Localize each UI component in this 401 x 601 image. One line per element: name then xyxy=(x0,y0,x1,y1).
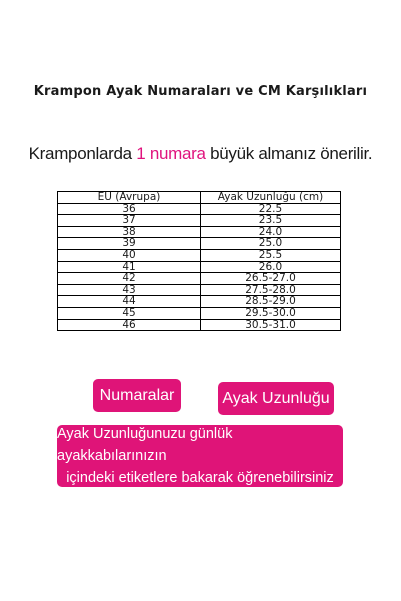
foot-length-cell: 25.0 xyxy=(201,238,341,250)
table-row xyxy=(58,296,341,308)
table-row xyxy=(58,307,341,319)
eu-size-cell: 39 xyxy=(58,238,201,250)
eu-size-cell: 38 xyxy=(58,226,201,238)
info-line-1: Ayak Uzunluğunuzu günlük ayakkabılarınızın xyxy=(57,426,233,464)
foot-length-label: Ayak Uzunluğu xyxy=(218,382,334,415)
foot-length-cell: 25.5 xyxy=(201,249,341,261)
table-row xyxy=(58,203,341,215)
foot-length-cell: 22.5 xyxy=(201,203,341,215)
table-row xyxy=(58,273,341,285)
info-box xyxy=(57,425,343,487)
foot-length-cell: 30.5-31.0 xyxy=(201,319,341,331)
recommendation-highlight: 1 numara xyxy=(136,144,206,163)
column-header-eu: EU (Avrupa) xyxy=(58,192,201,204)
eu-size-cell: 44 xyxy=(58,296,201,308)
eu-size-cell: 43 xyxy=(58,284,201,296)
recommendation-text-before: Kramponlarda xyxy=(28,144,137,163)
column-header-foot-length: Ayak Uzunluğu (cm) xyxy=(201,192,341,204)
eu-size-cell: 42 xyxy=(58,273,201,285)
eu-size-cell: 36 xyxy=(58,203,201,215)
foot-length-cell: 26.5-27.0 xyxy=(201,273,341,285)
table-row xyxy=(58,319,341,331)
size-chart-body xyxy=(58,203,341,331)
numbers-label: Numaralar xyxy=(93,379,181,412)
table-row xyxy=(58,215,341,227)
info-line-2: içindeki etiketlere bakarak öğrenebilirsiniz xyxy=(66,470,334,486)
foot-length-cell: 27.5-28.0 xyxy=(201,284,341,296)
size-chart-table xyxy=(57,191,341,331)
eu-size-cell: 40 xyxy=(58,249,201,261)
table-row xyxy=(58,226,341,238)
table-row xyxy=(58,238,341,250)
eu-size-cell: 45 xyxy=(58,307,201,319)
foot-length-cell: 28.5-29.0 xyxy=(201,296,341,308)
table-row xyxy=(58,249,341,261)
foot-length-cell: 29.5-30.0 xyxy=(201,307,341,319)
foot-length-cell: 26.0 xyxy=(201,261,341,273)
foot-length-cell: 23.5 xyxy=(201,215,341,227)
eu-size-cell: 41 xyxy=(58,261,201,273)
table-row xyxy=(58,261,341,273)
table-header-row xyxy=(58,192,341,204)
table-row xyxy=(58,284,341,296)
eu-size-cell: 37 xyxy=(58,215,201,227)
recommendation-text-after: büyük almanız önerilir. xyxy=(205,144,373,163)
foot-length-cell: 24.0 xyxy=(201,226,341,238)
eu-size-cell: 46 xyxy=(58,319,201,331)
size-recommendation xyxy=(0,144,401,164)
page-title: Krampon Ayak Numaraları ve CM Karşılıkları xyxy=(33,84,368,99)
